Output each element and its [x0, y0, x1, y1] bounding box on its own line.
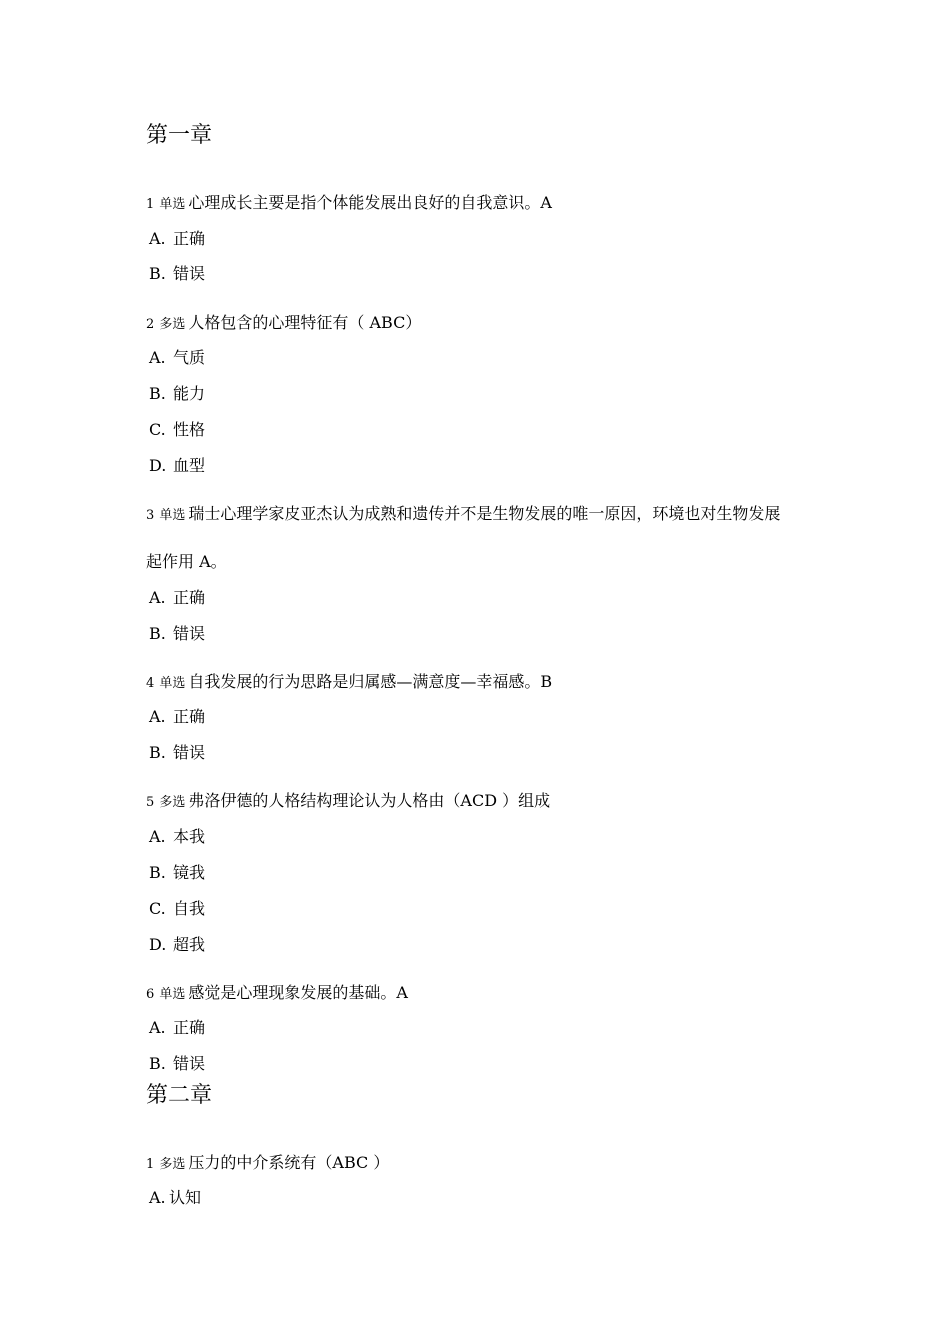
question-type: 单选 — [159, 987, 186, 1002]
question-type: 多选 — [159, 795, 186, 810]
option-text: 血型 — [173, 456, 206, 475]
option — [149, 826, 205, 848]
option-letter: A. — [149, 707, 166, 726]
option — [149, 934, 205, 956]
question-number: 6 — [146, 987, 155, 1002]
option — [149, 1053, 205, 1075]
option-text: 正确 — [173, 1018, 206, 1037]
option — [149, 1187, 201, 1209]
option-letter: A. — [149, 588, 166, 607]
question — [146, 503, 780, 527]
option-text: 本我 — [173, 827, 206, 846]
option — [149, 263, 205, 285]
option-text: 正确 — [173, 229, 206, 248]
option-letter: D. — [149, 935, 167, 954]
option-text: 正确 — [173, 707, 206, 726]
option — [149, 898, 205, 920]
option — [149, 587, 205, 609]
option — [149, 419, 205, 441]
option-text: 气质 — [173, 348, 206, 367]
question — [146, 982, 408, 1006]
option-text: 认知 — [169, 1188, 202, 1207]
question — [146, 1152, 389, 1176]
option — [149, 706, 205, 728]
option-text: 错误 — [173, 264, 206, 283]
question-number: 2 — [146, 317, 155, 332]
question-text: 感觉是心理现象发展的基础。A — [188, 983, 408, 1002]
option-letter: C. — [149, 420, 166, 439]
question-number: 1 — [146, 197, 155, 212]
option-letter: A. — [149, 827, 166, 846]
question-number: 1 — [146, 1157, 155, 1172]
question-type: 单选 — [159, 676, 186, 691]
option-letter: B. — [149, 264, 166, 283]
option-text: 错误 — [173, 624, 206, 643]
option — [149, 1017, 205, 1039]
option — [149, 455, 205, 477]
option — [149, 623, 205, 645]
option-text: 镜我 — [173, 863, 206, 882]
question-text: 人格包含的心理特征有（ ABC） — [188, 313, 422, 332]
question-number: 3 — [146, 508, 155, 523]
option-letter: A. — [149, 348, 166, 367]
option-letter: C. — [149, 899, 166, 918]
option-letter: B. — [149, 743, 166, 762]
question-text: 瑞士心理学家皮亚杰认为成熟和遗传并不是生物发展的唯一原因，环境也对生物发展 — [188, 504, 781, 523]
option-text: 自我 — [173, 899, 206, 918]
option — [149, 862, 205, 884]
chapter-title: 第二章 — [146, 1083, 213, 1108]
option-letter: A. — [149, 229, 166, 248]
question — [146, 790, 550, 814]
option-text: 错误 — [173, 1054, 206, 1073]
question-text: 弗洛伊德的人格结构理论认为人格由（ACD ）组成 — [188, 791, 551, 810]
option — [149, 228, 205, 250]
chapter-title: 第一章 — [146, 123, 213, 148]
option — [149, 383, 205, 405]
question — [146, 312, 421, 336]
question-type: 多选 — [159, 317, 186, 332]
question-text: 自我发展的行为思路是归属感—满意度—幸福感。B — [188, 672, 553, 691]
option-text: 能力 — [173, 384, 206, 403]
question-number: 4 — [146, 676, 155, 691]
question-text: 压力的中介系统有（ABC ） — [188, 1153, 390, 1172]
option-letter: B. — [149, 384, 166, 403]
question-type: 单选 — [159, 508, 186, 523]
option-letter: B. — [149, 1054, 166, 1073]
question — [146, 671, 552, 695]
option-text: 性格 — [173, 420, 206, 439]
option — [149, 742, 205, 764]
option-text: 错误 — [173, 743, 206, 762]
option-letter: A. — [149, 1188, 166, 1207]
question-type: 单选 — [159, 197, 186, 212]
question — [146, 192, 552, 216]
question-number: 5 — [146, 795, 155, 810]
option-letter: A. — [149, 1018, 166, 1037]
option — [149, 347, 205, 369]
option-text: 超我 — [173, 935, 206, 954]
option-letter: B. — [149, 863, 166, 882]
option-letter: D. — [149, 456, 167, 475]
question-text-continued: 起作用 A。 — [146, 552, 227, 571]
option-letter: B. — [149, 624, 166, 643]
question-type: 多选 — [159, 1157, 186, 1172]
question-text: 心理成长主要是指个体能发展出良好的自我意识。A — [188, 193, 552, 212]
option-text: 正确 — [173, 588, 206, 607]
